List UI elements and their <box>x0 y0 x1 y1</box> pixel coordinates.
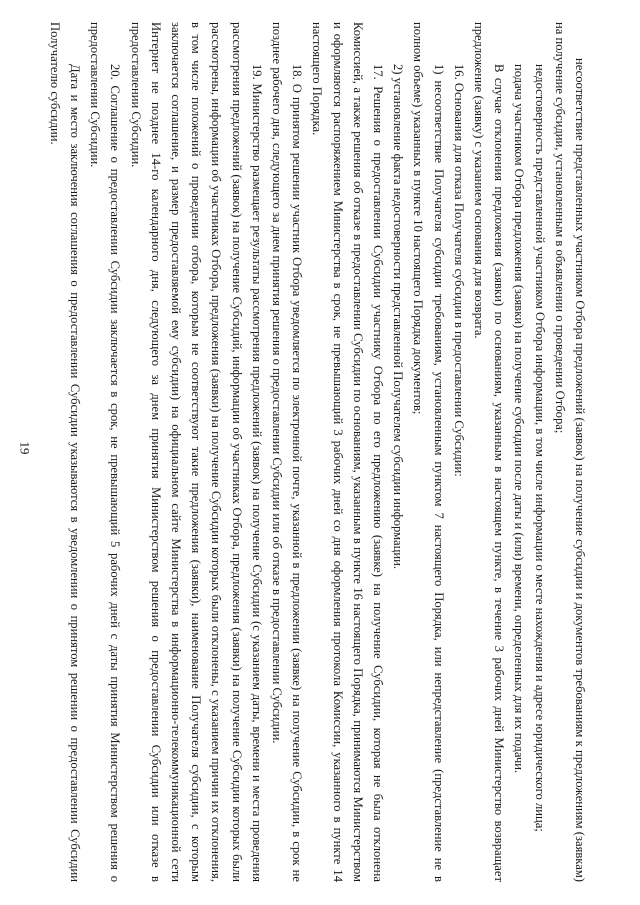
paragraph-16-2: 2) установление факта недостоверности представленной Получателем субсидии информации. <box>391 64 406 569</box>
paragraph-16-header: 16. Основания для отказа Получателя субсидии в предоставлении Субсидии: <box>451 64 466 477</box>
document-text <box>45 22 590 882</box>
paragraph-19: 19. Министерство размещает результаты рассмотрения предложений (заявок) на получение Субсидии (с указанием даты, времени и места проведения рассмотрения предложений (заявок) на получение Субсидий, информации об участниках Отбора, предложения (заявки) на получение Субсидии которых были рассмотрены, информации об участниках Отбора, предложения (заявки) на получение Субсидии которых были отклонены, с указанием причин их отклонения, в том числе положений о проведении отбора, которым не соответствуют такие предложения (заявки), наименование Получателя субсидии, с которым заключается соглашение, и размер предоставляемой ему субсидии) на официальном сайте Министерства в информационно-телекоммуникационной сети Интернет не позднее 14-го календарного дня, следующего за днем принятия Министерством решения о предоставлении Субсидии или отказе в предоставлении Субсидии. <box>128 22 264 882</box>
paragraph-agreement-date: Дата и место заключения соглашения о предоставлении Субсидии указываются в уведомлении о принятом решении о предоставлении Субсидии Получателю субсидии. <box>47 22 82 882</box>
paragraph-rejection-return: В случае отклонения предложения (заявки) по основаниям, указанным в настоящем пункте, в течение 3 рабочих дней Министерство возвращает предложение (заявку) с указанием основания для возврата. <box>471 22 507 882</box>
paragraph-17: 17. Решения о предоставлении Субсидии участнику Отбора по его предложению (заявке) на получение Субсидии, которая не была отклонена Комиссией, а также решения об отказе в предоставлении Субсидии по основаниям, указанным в пункте 16 настоящего Порядка, принимаются Министерством и оформляются распоряжением Министерства в срок, не превышающий 3 рабочих дней со дня оформления протокола Комиссии, указанного в пункте 14 настоящего Порядка. <box>310 22 385 882</box>
paragraph-late-submission: подача участником Отбора предложения (заявки) на получение субсидии после даты и (или) времени, определенных для их подачи. <box>512 64 527 774</box>
paragraph-16-1: 1) несоответствие Получателя субсидии требованиям, установленным пунктом 7 настоящего Порядка, или непредставление (представление не в полном объеме) указанных в пункте 10 настоящего Порядка документов; <box>411 22 446 882</box>
paragraph-mismatch-requirements: несоответствие представленных участником Отбора предложений (заявок) на получение субсидии и документов требованиям к предложениям (заявкам) на получение субсидии, установленным в объявлении о проведении Отбора; <box>552 22 587 882</box>
document-body <box>30 22 590 882</box>
paragraph-20: 20. Соглашение о предоставлении Субсидии заключается в срок, не превышающий 5 рабочих дней с даты принятия Министерством решения о предоставлении Субсидии. <box>88 22 123 882</box>
page-number: 19 <box>17 441 33 455</box>
paragraph-unreliable-info: недостоверность представленной участником Отбора информации, в том числе информации о месте нахождения и адресе юридического лица; <box>532 64 547 832</box>
paragraph-18: 18. О принятом решении участник Отбора уведомляется по электронной почте, указанной в предложении (заявке) на получение Субсидии, в срок не позднее рабочего дня, следующего за днем принятия решения о предоставлении Субсидии или об отказе в предоставлении Субсидии. <box>269 22 305 882</box>
